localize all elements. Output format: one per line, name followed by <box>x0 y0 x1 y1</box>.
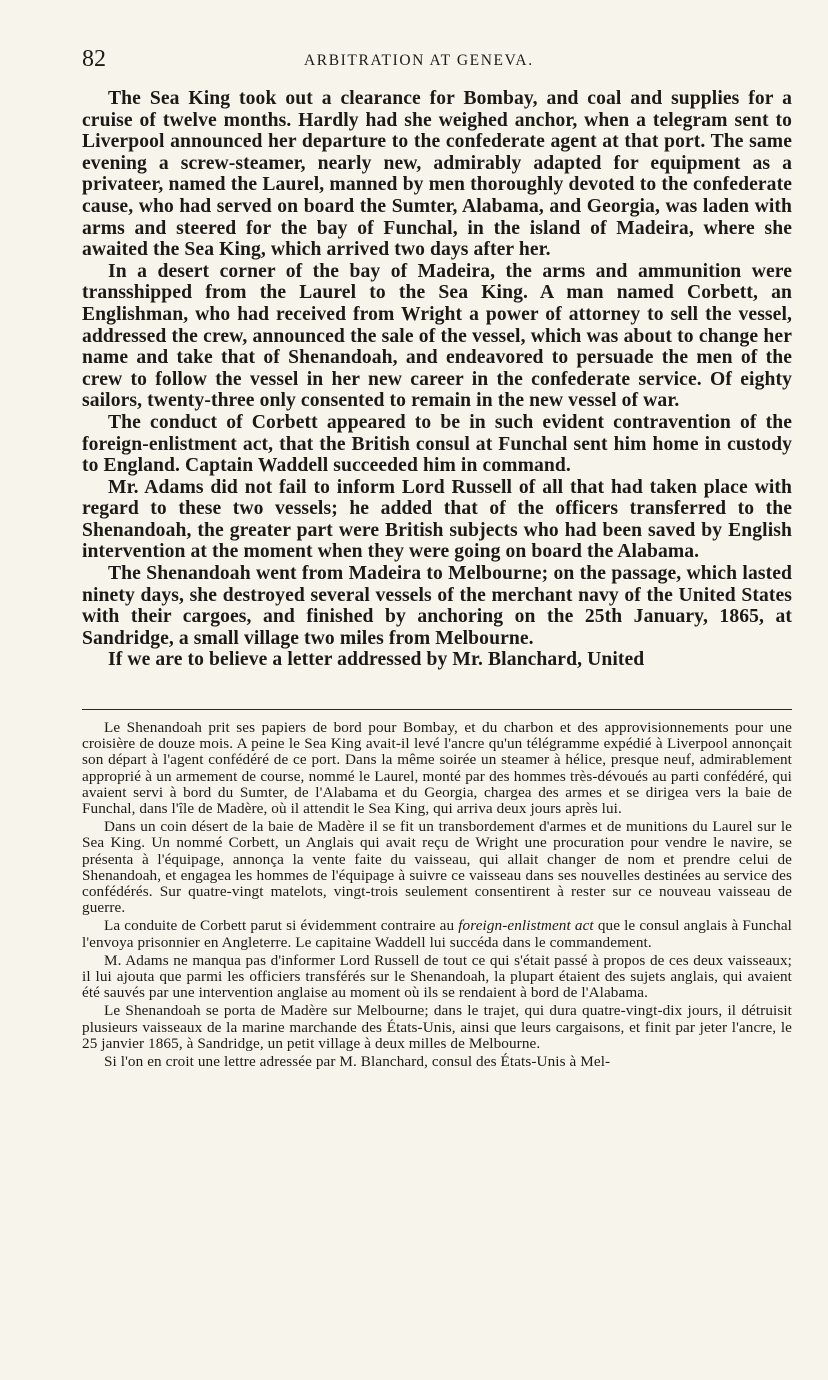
footnote-paragraph: Le Shenandoah se porta de Madère sur Melbourne; dans le trajet, qui dura quatre-vingt-dix jours, il détruisit plusieurs vaisseaux de la marine marchande des États-Unis, ainsi que leurs cargaisons, et finit par jeter l'ancre, le 25 janvier 1865, à Sandridge, un petit village à deux milles de Melbourne. <box>82 1002 792 1052</box>
body-paragraph: In a desert corner of the bay of Madeira, the arms and ammunition were transshipped from the Laurel to the Sea King. A man named Corbett, an Englishman, who had received from Wright a power of attorney to sell the vessel, addressed the crew, announced the sale of the vessel, which was about to change her name and take that of Shenandoah, and endeavored to persuade the men of the crew to follow the vessel in her new career in the confederate service. Of eighty sailors, twenty-three only consented to remain in the new vessel of war. <box>82 260 792 412</box>
body-paragraph: The Sea King took out a clearance for Bombay, and coal and supplies for a cruise of twelve months. Hardly had she weighed anchor, when a telegram sent to Liverpool announced her departure to the confederate agent at that port. The same evening a screw-steamer, nearly new, admirably adapted for equipment as a privateer, named the Laurel, manned by men thoroughly devoted to the confederate cause, who had served on board the Sumter, Alabama, and Georgia, was laden with arms and steered for the bay of Funchal, in the island of Madeira, where she awaited the Sea King, which arrived two days after her. <box>82 88 792 261</box>
footnote-text: que le consul anglais à Funchal l'envoya prisonnier en Angleterre. Le capitaine Waddell lui succéda dans le commandement. <box>82 917 792 951</box>
page-number: 82 <box>82 46 106 72</box>
body-paragraph: The conduct of Corbett appeared to be in such evident contravention of the foreign-enlistment act, that the British consul at Funchal sent him home in custody to England. Captain Waddell succeeded him in command. <box>82 411 792 477</box>
main-text <box>82 88 792 671</box>
footnote-paragraph: M. Adams ne manqua pas d'informer Lord Russell de tout ce qui s'était passé à propos de ces deux vaisseaux; il lui ajouta que parmi les officiers transférés sur le Shenandoah, la plupart étaient des sujets anglais, qui avaient été sauvés par une intervention anglaise au moment où ils se rendaient à bord de l'Alabama. <box>82 951 792 1002</box>
body-paragraph: If we are to believe a letter addressed by Mr. Blanchard, United <box>108 649 645 671</box>
footnotes <box>82 720 792 1070</box>
body-paragraph: Mr. Adams did not fail to inform Lord Russell of all that had taken place with regard to these two vessels; he added that of the officers transferred to the Shenandoah, the greater part were British subjects who had been saved by English intervention at the moment when they were going on board the Alabama. <box>82 476 792 563</box>
footnote-paragraph <box>82 918 792 950</box>
footnote-italic-term: foreign-enlistment act <box>458 917 594 935</box>
footnote-text: La conduite de Corbett parut si évidemment contraire au <box>104 917 459 935</box>
page-header <box>82 40 792 74</box>
footnote-rule <box>82 709 792 710</box>
running-head: ARBITRATION AT GENEVA. <box>304 52 534 69</box>
footnote-paragraph: Dans un coin désert de la baie de Madère il se fit un transbordement d'armes et de munitions du Laurel sur le Sea King. Un nommé Corbett, un Anglais qui avait reçu de Wright une procuration pour vendre le navire, se présenta à l'équipage, annonça la vente faite du vaisseau, qui allait changer de nom et prendre celui de Shenandoah, et engagea les hommes de l'équipage à suivre ce vaisseau dans ses nouvelles destinées au service des confédérés. Sur quatre-vingt matelots, vingt-trois seulement consentirent à rester sur ce nouveau vaisseau de guerre. <box>82 818 792 917</box>
body-paragraph: The Shenandoah went from Madeira to Melbourne; on the passage, which lasted ninety days, she destroyed several vessels of the merchant navy of the United States with their cargoes, and finished by anchoring on the 25th January, 1865, at Sandridge, a small village two miles from Melbourne. <box>82 563 792 649</box>
footnote-paragraph: Le Shenandoah prit ses papiers de bord pour Bombay, et du charbon et des approvisionnements pour une croisière de douze mois. A peine le Sea King avait-il levé l'ancre qu'un télégramme expédié à Liverpool annonçait son départ à l'agent confédéré de ce port. Dans la même soirée un steamer à hélice, presque neuf, admirablement approprié à un armement de course, nommé le Laurel, monté par des hommes très-dévoués au parti confédéré, qui avaient servi à bord du Sumter, de l'Alabama et du Georgia, chargea des armes et se dirigea vers la baie de Funchal, dans l'île de Madère, où il attendit le Sea King, qui arriva deux jours après lui. <box>82 719 792 818</box>
footnote-paragraph: Si l'on en croit une lettre adressée par M. Blanchard, consul des États-Unis à Mel- <box>104 1053 611 1071</box>
